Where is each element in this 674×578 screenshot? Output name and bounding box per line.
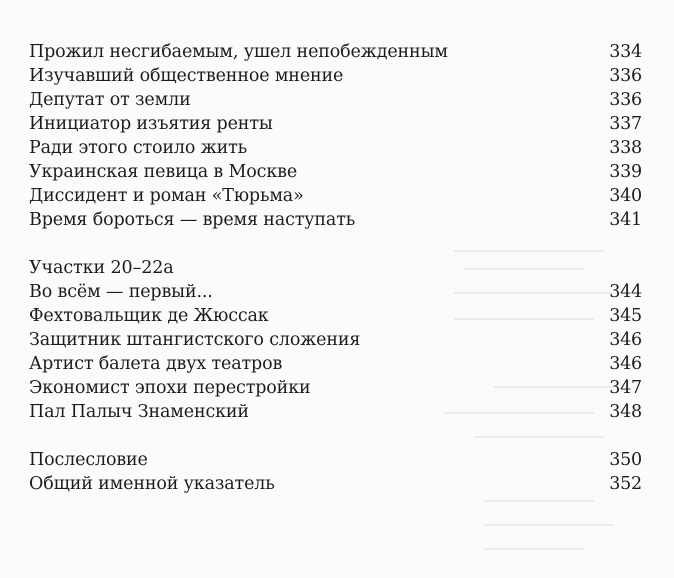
toc-entry-page: 348 — [609, 402, 642, 422]
table-of-contents — [29, 40, 643, 496]
toc-group-2 — [29, 256, 643, 424]
toc-entry-page: 352 — [609, 474, 642, 494]
toc-entry — [29, 280, 643, 304]
toc-entry-title: Украинская певица в Москве — [29, 162, 298, 182]
toc-entry-title: Время бороться — время наступать — [29, 210, 356, 230]
toc-entry — [29, 64, 643, 88]
toc-entry — [29, 376, 643, 400]
toc-entry — [29, 40, 643, 64]
toc-entry — [29, 472, 643, 496]
toc-entry — [29, 112, 643, 136]
toc-entry-title: Пал Палыч Знаменский — [29, 402, 249, 422]
toc-entry-title: Защитник штангистского сложения — [29, 330, 361, 350]
toc-group-1 — [29, 40, 643, 232]
toc-entry-page: 338 — [609, 138, 642, 158]
toc-entry-title: Фехтовальщик де Жюссак — [29, 306, 269, 326]
toc-entry-title: Артист балета двух театров — [29, 354, 283, 374]
toc-entry-page: 347 — [609, 378, 642, 398]
toc-group-3 — [29, 448, 643, 496]
toc-entry — [29, 136, 643, 160]
toc-entry — [29, 328, 643, 352]
toc-entry — [29, 400, 643, 424]
bleed-through-mark — [484, 524, 614, 526]
toc-entry — [29, 448, 643, 472]
toc-entry — [29, 160, 643, 184]
toc-entry — [29, 184, 643, 208]
toc-entry-page: 334 — [609, 42, 642, 62]
toc-entry-title: Ради этого стоило жить — [29, 138, 248, 158]
toc-entry-title: Изучавший общественное мнение — [29, 66, 344, 86]
toc-entry — [29, 352, 643, 376]
toc-entry-page: 340 — [609, 186, 642, 206]
toc-entry-page: 344 — [609, 282, 642, 302]
toc-entry-page: 345 — [609, 306, 642, 326]
toc-entry-page: 341 — [609, 210, 642, 230]
toc-entry-title: Послесловие — [29, 450, 148, 470]
bleed-through-mark — [484, 500, 594, 502]
toc-entry-title: Депутат от земли — [29, 90, 191, 110]
toc-entry-page: 339 — [609, 162, 642, 182]
toc-entry-page: 350 — [609, 450, 642, 470]
toc-entry — [29, 88, 643, 112]
toc-entry-page: 346 — [609, 330, 642, 350]
toc-entry — [29, 304, 643, 328]
toc-entry-page: 337 — [609, 114, 642, 134]
toc-entry-title: Прожил несгибаемым, ушел непобежденным — [29, 42, 448, 62]
toc-entry-page: 336 — [609, 90, 642, 110]
toc-entry-title: Экономист эпохи перестройки — [29, 378, 311, 398]
section-heading: Участки 20–22а — [29, 258, 174, 278]
toc-entry-title: Во всём — первый... — [29, 282, 213, 302]
toc-entry — [29, 208, 643, 232]
toc-entry-title: Инициатор изъятия ренты — [29, 114, 273, 134]
bleed-through-mark — [484, 548, 584, 550]
toc-entry-page: 336 — [609, 66, 642, 86]
toc-entry-title: Диссидент и роман «Тюрьма» — [29, 186, 304, 206]
toc-entry-page: 346 — [609, 354, 642, 374]
toc-entry-title: Общий именной указатель — [29, 474, 275, 494]
